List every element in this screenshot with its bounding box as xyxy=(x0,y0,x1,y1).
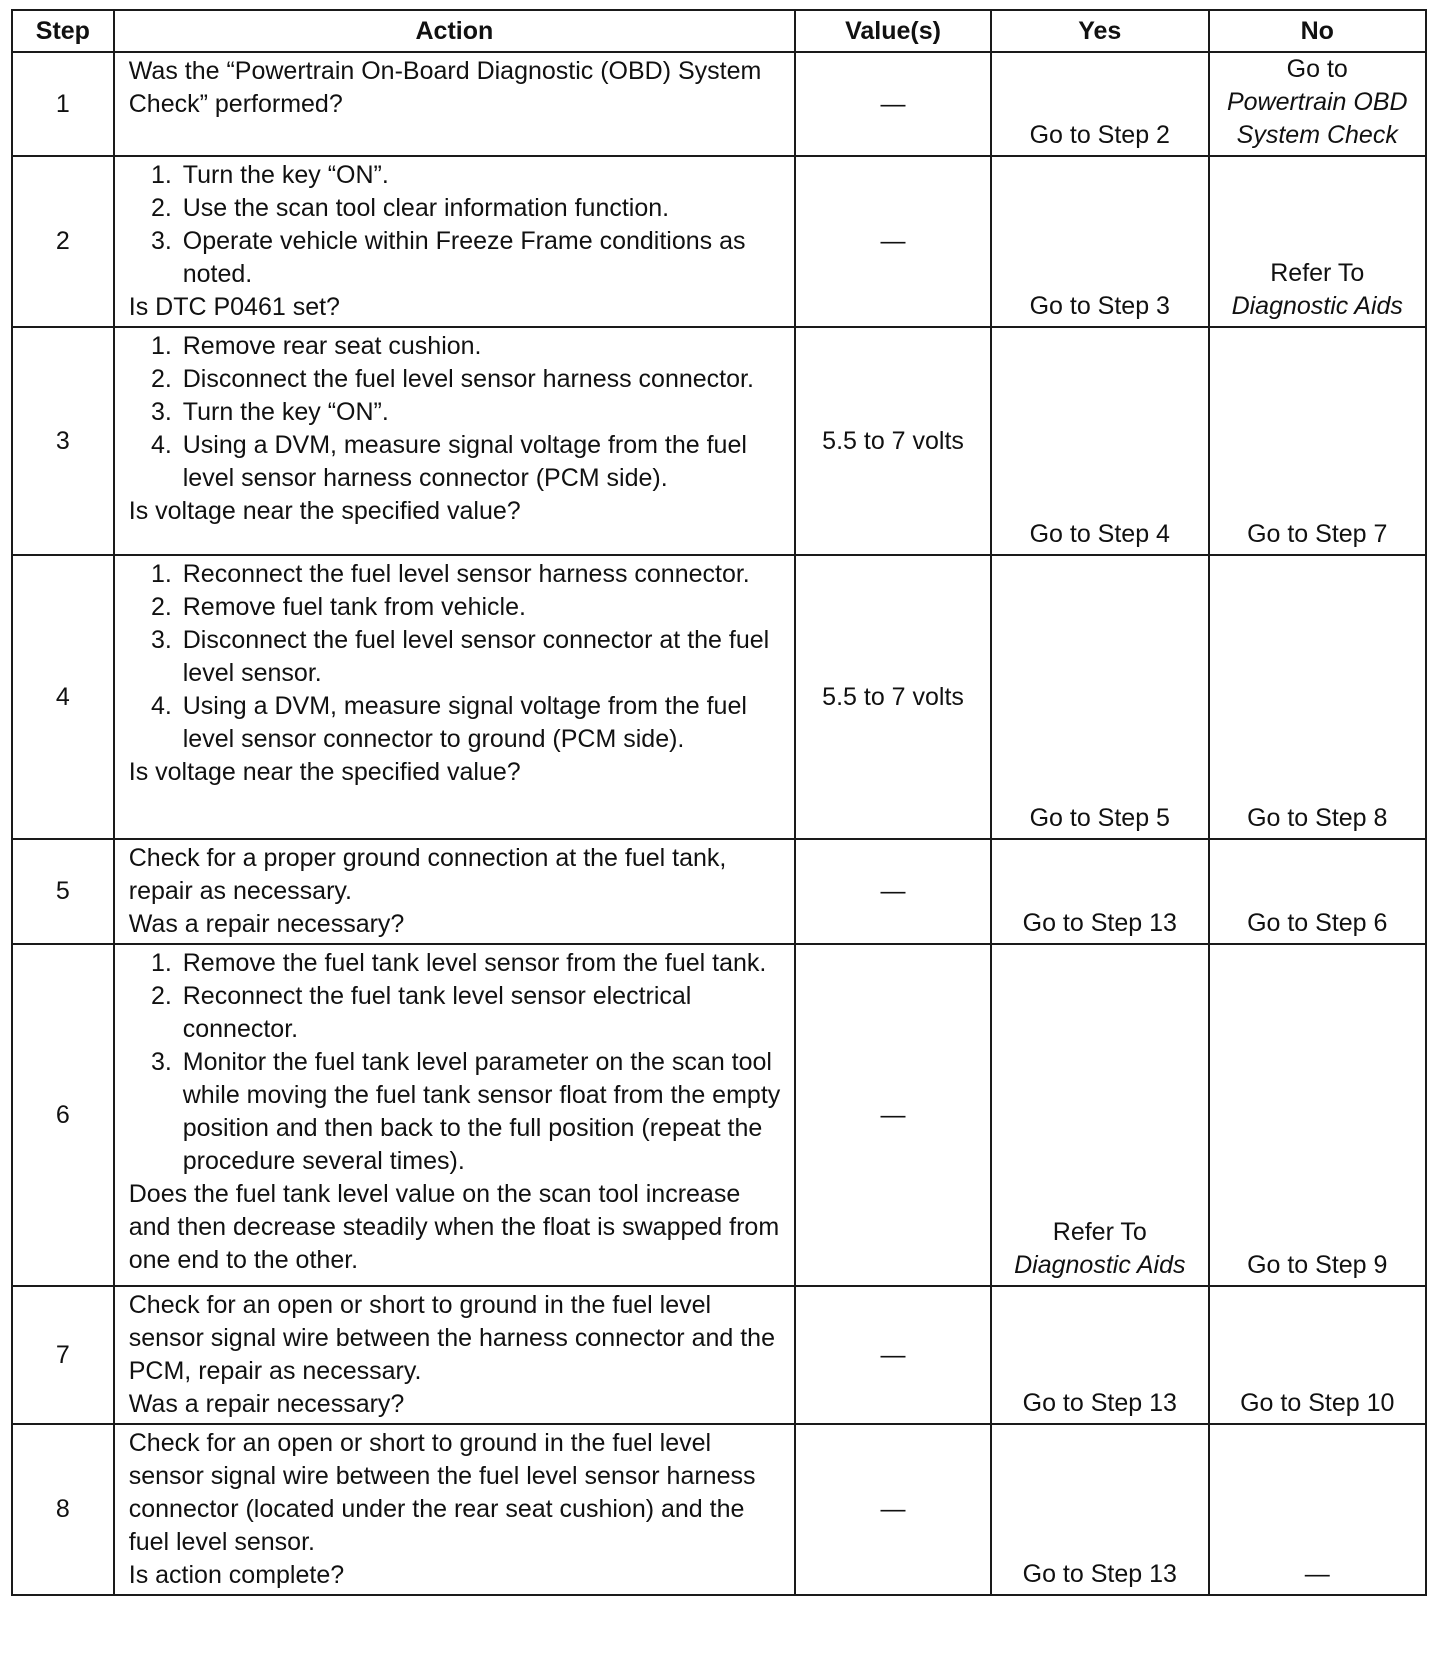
action-intro: Check for an open or short to ground in the fuel level sensor signal wire between the harness connector and the PCM, repair as necessary. xyxy=(128,1291,775,1385)
value-cell xyxy=(795,839,991,944)
value-cell xyxy=(795,1424,991,1595)
substep-item: 3. Monitor the fuel tank level parameter on the scan tool while moving the fuel tank sensor float from the empty position and then back to the full position (repeat the procedure several times). xyxy=(179,1046,784,1178)
value-dash: — xyxy=(880,1495,906,1523)
no-text: — xyxy=(1304,1560,1330,1588)
table-row xyxy=(12,1286,1426,1424)
action-question: Is DTC P0461 set? xyxy=(128,293,340,321)
action-question: Was a repair necessary? xyxy=(128,910,405,938)
value-dash: — xyxy=(880,1340,906,1369)
table-row xyxy=(12,327,1426,555)
step-number: 3 xyxy=(12,327,114,555)
yes-reference: Diagnostic Aids xyxy=(1014,1251,1186,1279)
no-cell xyxy=(1209,156,1426,327)
yes-text: Go to Step 13 xyxy=(1022,909,1177,937)
step-number: 6 xyxy=(12,944,114,1286)
value-dash: — xyxy=(880,89,906,118)
action-intro: Was the “Powertrain On-Board Diagnostic (OBD) System Check” performed? xyxy=(128,57,762,118)
action-cell xyxy=(114,555,795,839)
yes-cell xyxy=(991,327,1208,555)
value-cell xyxy=(795,944,991,1286)
substep-item: 4. Using a DVM, measure signal voltage from the fuel level sensor harness connector (PCM side). xyxy=(179,429,784,495)
table-row xyxy=(12,1424,1426,1595)
step-number: 5 xyxy=(12,839,114,944)
substep-item: 1. Reconnect the fuel level sensor harness connector. xyxy=(179,558,784,591)
substep-list xyxy=(129,159,784,291)
substep-item: 1. Remove the fuel tank level sensor from the fuel tank. xyxy=(179,947,784,980)
substep-item: 3. Disconnect the fuel level sensor connector at the fuel level sensor. xyxy=(179,624,784,690)
header-row xyxy=(12,10,1426,52)
no-cell xyxy=(1209,944,1426,1286)
action-cell xyxy=(114,1286,795,1424)
no-reference: System Check xyxy=(1236,121,1398,149)
no-cell xyxy=(1209,1424,1426,1595)
value-dash: — xyxy=(880,1100,906,1129)
action-cell xyxy=(114,327,795,555)
step-number: 4 xyxy=(12,555,114,839)
substep-item: 2. Disconnect the fuel level sensor harness connector. xyxy=(179,363,784,396)
action-cell xyxy=(114,944,795,1286)
step-number: 7 xyxy=(12,1286,114,1424)
table-row xyxy=(12,555,1426,839)
action-cell xyxy=(114,52,795,156)
no-cell xyxy=(1209,327,1426,555)
yes-cell xyxy=(991,944,1208,1286)
substep-item: 3. Turn the key “ON”. xyxy=(179,396,784,429)
yes-header: Yes xyxy=(991,10,1208,52)
yes-text: Go to Step 13 xyxy=(1022,1560,1177,1588)
no-cell xyxy=(1209,839,1426,944)
yes-cell xyxy=(991,156,1208,327)
yes-cell xyxy=(991,1424,1208,1595)
no-reference: Powertrain OBD xyxy=(1226,88,1408,116)
no-text: Refer To xyxy=(1270,259,1365,287)
value-dash: — xyxy=(880,877,906,905)
action-cell xyxy=(114,839,795,944)
action-intro: Check for a proper ground connection at the fuel tank, repair as necessary. xyxy=(128,844,727,905)
action-header: Action xyxy=(114,10,795,52)
action-question: Is voltage near the specified value? xyxy=(128,497,521,525)
no-cell xyxy=(1209,555,1426,839)
substep-list xyxy=(129,330,784,495)
value-cell xyxy=(795,1286,991,1424)
step-number: 8 xyxy=(12,1424,114,1595)
no-text: Go to Step 8 xyxy=(1247,804,1388,832)
substep-item: 2. Use the scan tool clear information function. xyxy=(179,192,784,225)
substep-item: 1. Remove rear seat cushion. xyxy=(179,330,784,363)
substep-item: 4. Using a DVM, measure signal voltage from the fuel level sensor connector to ground (PCM side). xyxy=(179,690,784,756)
action-question: Is action complete? xyxy=(128,1561,345,1589)
no-reference: Diagnostic Aids xyxy=(1231,292,1403,320)
action-question: Is voltage near the specified value? xyxy=(128,758,521,786)
yes-text: Go to Step 4 xyxy=(1029,520,1170,548)
step-number: 1 xyxy=(12,52,114,156)
action-question: Was a repair necessary? xyxy=(128,1390,405,1418)
action-cell xyxy=(114,156,795,327)
value-dash: — xyxy=(880,227,906,255)
action-question: Does the fuel tank level value on the scan tool increase and then decrease steadily when the float is swapped from one end to the other. xyxy=(128,1180,780,1274)
yes-cell xyxy=(991,52,1208,156)
substep-list xyxy=(129,558,784,756)
table-row xyxy=(12,52,1426,156)
yes-text: Go to Step 5 xyxy=(1029,804,1170,832)
no-header: No xyxy=(1209,10,1426,52)
table-body xyxy=(12,52,1426,1595)
substep-list xyxy=(129,947,784,1178)
no-cell xyxy=(1209,1286,1426,1424)
substep-item: 2. Remove fuel tank from vehicle. xyxy=(179,591,784,624)
action-intro: Check for an open or short to ground in the fuel level sensor signal wire between the fuel level sensor harness connector (located under the rear seat cushion) and the fuel level sensor. xyxy=(128,1429,756,1556)
substep-item: 2. Reconnect the fuel tank level sensor electrical connector. xyxy=(179,980,784,1046)
value-cell xyxy=(795,156,991,327)
step-header: Step xyxy=(12,10,114,52)
yes-text: Go to Step 13 xyxy=(1022,1389,1177,1417)
step-number: 2 xyxy=(12,156,114,327)
yes-cell xyxy=(991,839,1208,944)
no-text: Go to Step 9 xyxy=(1247,1251,1388,1279)
action-cell xyxy=(114,1424,795,1595)
no-text: Go to xyxy=(1286,55,1348,83)
substep-item: 3. Operate vehicle within Freeze Frame conditions as noted. xyxy=(179,225,784,291)
yes-text: Go to Step 3 xyxy=(1029,292,1170,320)
no-text: Go to Step 6 xyxy=(1247,909,1388,937)
no-cell xyxy=(1209,52,1426,156)
value-cell xyxy=(795,327,991,555)
value-text: 5.5 to 7 volts xyxy=(822,426,964,455)
substep-item: 1. Turn the key “ON”. xyxy=(179,159,784,192)
value-cell xyxy=(795,52,991,156)
value-cell xyxy=(795,555,991,839)
table-row xyxy=(12,839,1426,944)
yes-text: Go to Step 2 xyxy=(1029,121,1170,149)
table-row xyxy=(12,156,1426,327)
value-text: 5.5 to 7 volts xyxy=(822,682,964,711)
values-header: Value(s) xyxy=(795,10,991,52)
yes-text: Refer To xyxy=(1052,1218,1147,1246)
diagnostic-table xyxy=(11,9,1427,1596)
table-row xyxy=(12,944,1426,1286)
yes-cell xyxy=(991,555,1208,839)
no-text: Go to Step 10 xyxy=(1240,1389,1395,1417)
no-text: Go to Step 7 xyxy=(1247,520,1388,548)
yes-cell xyxy=(991,1286,1208,1424)
